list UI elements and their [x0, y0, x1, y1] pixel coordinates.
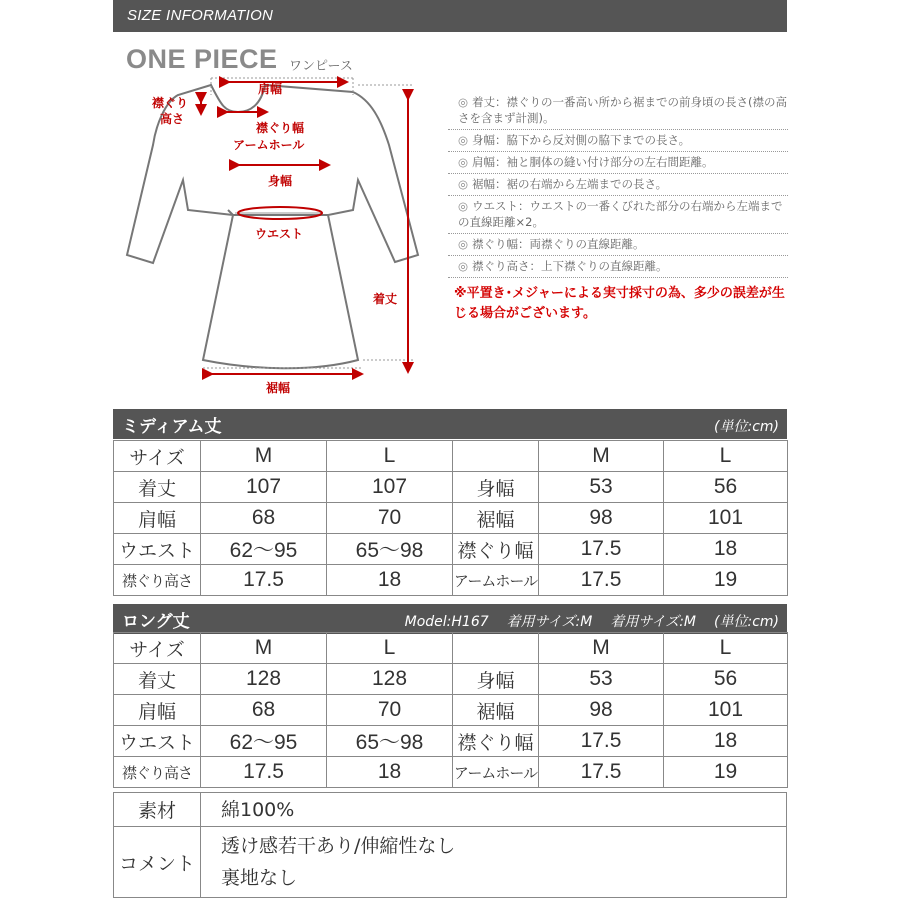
note-item — [448, 130, 788, 152]
value-cell: 53 — [539, 472, 664, 503]
note-text: 襟ぐり高さ：上下襟ぐりの直線距離。 — [472, 259, 668, 273]
table-row — [114, 664, 788, 695]
section-bar-medium — [113, 409, 787, 439]
note-item — [448, 92, 788, 130]
comment-line-1: 透け感若干あり/伸縮性なし — [221, 835, 456, 857]
row-label-cell: 襟ぐり高さ — [114, 757, 201, 788]
value-cell: 98 — [539, 503, 664, 534]
row-label-cell: 襟ぐり高さ — [114, 565, 201, 596]
measurement-warning: ※平置き･メジャーによる実寸採寸の為、多少の誤差が生じる場合がございます。 — [454, 286, 785, 321]
note-bullet-icon: ◎ — [458, 177, 469, 191]
value-cell: L — [664, 441, 788, 472]
note-bullet-icon: ◎ — [458, 237, 469, 251]
comment-row — [114, 827, 787, 898]
value-cell: 62～95 — [201, 726, 327, 757]
comment-line-2: 裏地なし — [221, 867, 298, 889]
table-row — [114, 695, 788, 726]
value-cell: 17.5 — [539, 565, 664, 596]
material-row — [114, 793, 787, 827]
table-row — [114, 633, 788, 664]
label-hem-width: 裾幅 — [266, 381, 291, 395]
material-comment-table — [113, 792, 787, 898]
table-row — [114, 757, 788, 788]
row-label-cell: 肩幅 — [114, 503, 201, 534]
value-cell: 19 — [664, 565, 788, 596]
value-cell: 18 — [664, 534, 788, 565]
value-cell: M — [539, 633, 664, 664]
row-label-cell: 襟ぐり幅 — [453, 726, 539, 757]
label-length: 着丈 — [373, 292, 398, 306]
note-item — [448, 234, 788, 256]
value-cell: 70 — [327, 503, 453, 534]
value-cell: 101 — [664, 503, 788, 534]
value-cell: 19 — [664, 757, 788, 788]
value-cell: 107 — [327, 472, 453, 503]
value-cell: 98 — [539, 695, 664, 726]
table-row — [114, 503, 788, 534]
value-cell: 68 — [201, 503, 327, 534]
note-bullet-icon: ◎ — [458, 95, 469, 109]
value-cell: 101 — [664, 695, 788, 726]
header-title: SIZE INFORMATION — [127, 7, 274, 24]
value-cell: 70 — [327, 695, 453, 726]
note-item — [448, 256, 788, 278]
value-cell: 18 — [664, 726, 788, 757]
note-text: 身幅：脇下から反対側の脇下までの長さ。 — [472, 133, 691, 147]
value-cell: M — [539, 441, 664, 472]
section-title-long: ロング丈 — [122, 612, 190, 632]
model-info-long: Model:H167 着用サイズ:M 着用サイズ:M (単位:cm) — [404, 614, 779, 630]
row-label-cell: アームホール — [453, 757, 539, 788]
row-label-cell: 着丈 — [114, 472, 201, 503]
value-cell: 68 — [201, 695, 327, 726]
row-label-cell: ウエスト — [114, 534, 201, 565]
row-label-cell: 裾幅 — [453, 695, 539, 726]
value-cell: 65～98 — [327, 534, 453, 565]
note-item — [448, 174, 788, 196]
section-title-medium: ミディアム丈 — [122, 417, 222, 437]
table-row — [114, 565, 788, 596]
value-cell: 107 — [201, 472, 327, 503]
value-cell: 65～98 — [327, 726, 453, 757]
label-shoulder: 肩幅 — [258, 82, 283, 96]
table-row — [114, 726, 788, 757]
row-label-cell — [453, 633, 539, 664]
note-text: 肩幅：袖と胴体の縫い付け部分の左右間距離。 — [472, 155, 714, 169]
size-table-medium — [113, 440, 788, 596]
value-cell: 56 — [664, 664, 788, 695]
row-label-cell: サイズ — [114, 441, 201, 472]
comment-value — [201, 827, 787, 898]
label-armhole: アームホール — [233, 138, 305, 152]
value-cell: L — [664, 633, 788, 664]
label-waist: ウエスト — [255, 227, 304, 241]
section-bar-long — [113, 604, 787, 634]
value-cell: L — [327, 633, 453, 664]
value-cell: 53 — [539, 664, 664, 695]
comment-label: コメント — [114, 827, 201, 898]
value-cell: 18 — [327, 757, 453, 788]
material-value: 綿100% — [201, 793, 787, 827]
value-cell: 17.5 — [539, 757, 664, 788]
garment-diagram — [113, 70, 443, 400]
material-label: 素材 — [114, 793, 201, 827]
note-text: ウエスト：ウエストの一番くびれた部分の右端から左端までの直線距離×2。 — [458, 199, 783, 229]
measure-arrows — [201, 82, 408, 374]
row-label-cell: 身幅 — [453, 664, 539, 695]
label-neck-height-2: 高さ — [160, 112, 185, 126]
row-label-cell: 裾幅 — [453, 503, 539, 534]
row-label-cell: 襟ぐり幅 — [453, 534, 539, 565]
value-cell: 62～95 — [201, 534, 327, 565]
note-bullet-icon: ◎ — [458, 155, 469, 169]
guide-lines — [203, 78, 413, 368]
row-label-cell: 着丈 — [114, 664, 201, 695]
size-table-long — [113, 632, 788, 788]
row-label-cell: 肩幅 — [114, 695, 201, 726]
note-bullet-icon: ◎ — [458, 259, 469, 273]
row-label-cell: 身幅 — [453, 472, 539, 503]
note-item — [448, 152, 788, 174]
value-cell: 18 — [327, 565, 453, 596]
value-cell: 128 — [327, 664, 453, 695]
table-row — [114, 534, 788, 565]
note-item — [448, 196, 788, 234]
note-text: 着丈：襟ぐりの一番高い所から裾までの前身頃の長さ(襟の高さを含まず計測)。 — [458, 95, 788, 125]
value-cell: 17.5 — [201, 757, 327, 788]
value-cell: 17.5 — [539, 726, 664, 757]
label-neck-height-1: 襟ぐり — [152, 96, 189, 110]
table-row — [114, 441, 788, 472]
value-cell: 128 — [201, 664, 327, 695]
row-label-cell: アームホール — [453, 565, 539, 596]
label-neck-width: 襟ぐり幅 — [256, 121, 305, 135]
row-label-cell — [453, 441, 539, 472]
measurement-notes — [448, 92, 788, 324]
note-bullet-icon: ◎ — [458, 199, 469, 213]
product-name-jp: ワンピース — [289, 59, 353, 74]
note-text: 襟ぐり幅：両襟ぐりの直線距離。 — [472, 237, 645, 251]
value-cell: M — [201, 633, 327, 664]
note-text: 裾幅：裾の右端から左端までの長さ。 — [472, 177, 668, 191]
product-name: ONE PIECE — [126, 44, 278, 74]
row-label-cell: サイズ — [114, 633, 201, 664]
row-label-cell: ウエスト — [114, 726, 201, 757]
unit-label-medium: (単位:cm) — [714, 419, 779, 435]
value-cell: 17.5 — [539, 534, 664, 565]
note-bullet-icon: ◎ — [458, 133, 469, 147]
label-body-width: 身幅 — [268, 174, 293, 188]
value-cell: L — [327, 441, 453, 472]
table-row — [114, 472, 788, 503]
value-cell: M — [201, 441, 327, 472]
value-cell: 56 — [664, 472, 788, 503]
value-cell: 17.5 — [201, 565, 327, 596]
header-bar — [113, 0, 787, 32]
